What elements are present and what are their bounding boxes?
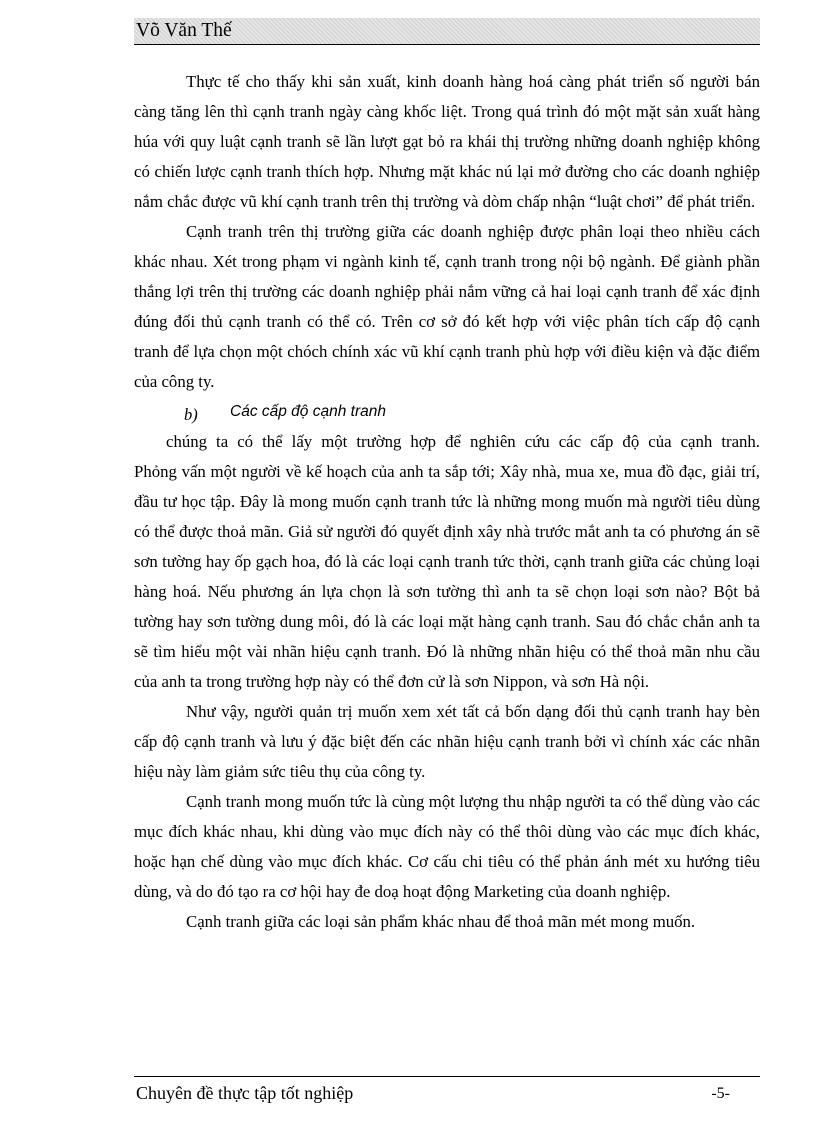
footer-title: Chuyên đề thực tập tốt nghiệp [136,1083,354,1103]
paragraph: Như vậy, người quản trị muốn xem xét tất cả bốn dạng đối thủ cạnh tranh hay bèn cấp độ cạnh tranh và lưu ý đặc biệt đến các nhãn hiệu cạnh tranh bởi vì chính xác các nhãn hiệu này làm giảm sức tiêu thụ của công ty. [134,702,760,781]
section-number: b) [184,405,198,424]
document-body [134,67,760,937]
section-title: Các cấp độ cạnh tranh [230,403,386,420]
page-header [134,18,760,45]
paragraph: Cạnh tranh mong muốn tức là cùng một lượng thu nhập người ta có thể dùng vào các mục đích khác nhau, khi dùng vào mục đích này có thể thôi dùng vào các mục đích khác, hoặc hạn chế dùng vào mục đích khác. Cơ cấu chi tiêu có thể phản ánh mét xu hướng tiêu dùng, và do đó tạo ra cơ hội hay đe doạ hoạt động Marketing của doanh nghiệp. [134,792,760,901]
paragraph-first-line: chúng ta có thể lấy một trường hợp để nghiên cứu các cấp độ của cạnh tranh. [166,432,760,451]
header-title: Võ Văn Thế [136,20,232,41]
page-footer [134,1076,760,1107]
paragraph: Cạnh tranh trên thị trường giữa các doanh nghiệp được phân loại theo nhiều cách khác nhau. Xét trong phạm vi ngành kinh tế, cạnh tranh trong nội bộ ngành. Để giành phần thắng lợi trên thị trường các doanh nghiệp phải nắm vững cả hai loại cạnh tranh để xác định đúng đối thủ cạnh tranh có thể có. Trên cơ sở đó kết hợp với việc phân tích cấp độ cạnh tranh để lựa chọn một chóch chính xác vũ khí cạnh tranh phù hợp với điều kiện và đặc điểm của công ty. [134,222,760,391]
page-number: -5- [711,1085,730,1102]
paragraph: Cạnh tranh giữa các loại sản phẩm khác nhau để thoả mãn mét mong muốn. [186,912,696,931]
paragraph: Phỏng vấn một người về kế hoạch của anh ta sắp tới; Xây nhà, mua xe, mua đồ đạc, giải trí, đầu tư học tập. Đây là mong muốn cạnh tranh tức là những mong muốn mà người tiêu dùng có thể được thoả mãn. Giả sử người đó quyết định xây nhà trước mắt anh ta có phương án sẽ sơn tường hay ốp gạch hoa, đó là các loại cạnh tranh tức thời, cạnh tranh giữa các chủng loại hàng hoá. Nếu phương án lựa chọn là sơn tường thì anh ta sẽ chọn loại sơn nào? Bột bả tường hay sơn tường dung môi, đó là các loại mặt hàng cạnh tranh. Sau đó chắc chắn anh ta sẽ tìm hiểu một vài nhãn hiệu cạnh tranh. Đó là những nhãn hiệu có thể thoả mãn nhu cầu của anh ta trong trường hợp này có thể đơn cử là sơn Nippon, và sơn Hà nội. [134,462,760,691]
paragraph: Thực tế cho thấy khi sản xuất, kinh doanh hàng hoá càng phát triển số người bán càng tăng lên thì cạnh tranh ngày càng khốc liệt. Trong quá trình đó một mặt sản xuất hàng húa với quy luật cạnh tranh sẽ lần lượt gạt bỏ ra khái thị trường những doanh nghiệp không có chiến lược cạnh tranh thích hợp. Nhưng mặt khác nú lại mở đường cho các doanh nghiệp nắm chắc được vũ khí cạnh tranh trên thị trường và dòm chấp nhận “luật chơi” để phát triển. [134,72,760,211]
section-heading [134,397,760,427]
